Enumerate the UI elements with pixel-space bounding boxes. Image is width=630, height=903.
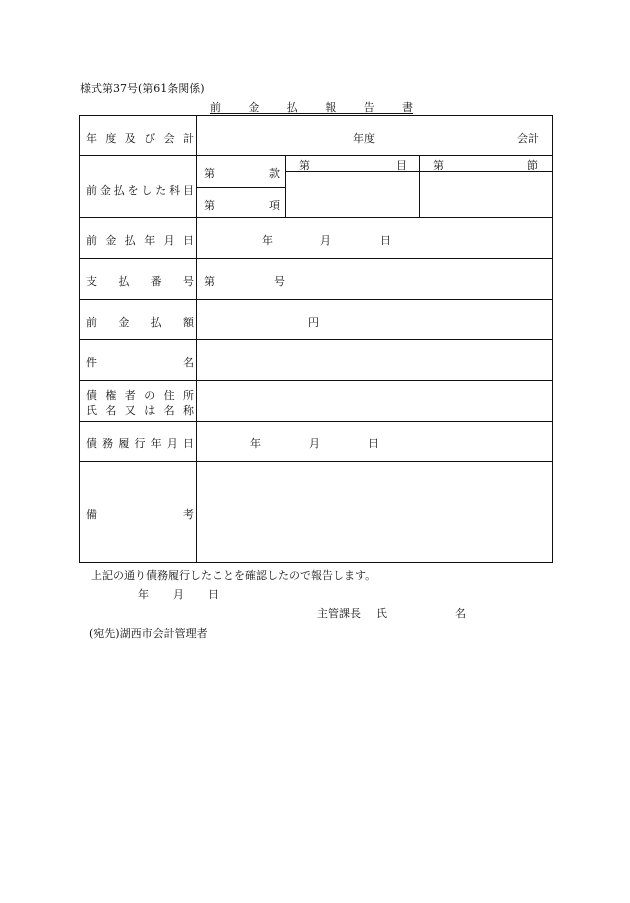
- fiscal-year-label: 年 度 及 び 会 計: [86, 132, 194, 145]
- payment-number-suffix: 号: [274, 275, 285, 288]
- addressee: (宛先)湖西市会計管理者: [89, 627, 208, 640]
- report-table: [79, 115, 553, 563]
- amount-label: 前 金 払 額: [86, 316, 194, 329]
- kan-suffix: 款: [269, 167, 280, 180]
- fulfillment-date-label: 債 務 履 行 年 月 日: [86, 437, 194, 450]
- account-unit: 会計: [517, 132, 539, 145]
- creditor-label-line2: 氏 名 又 は 名 称: [86, 404, 194, 417]
- setsu-suffix: 節: [527, 159, 538, 172]
- payment-date-label: 前 金 払 年 月 日: [86, 234, 194, 247]
- moku-suffix: 目: [396, 159, 407, 172]
- setsu-prefix: 第: [433, 159, 444, 172]
- creditor-label-line1: 債 権 者 の 住 所: [86, 389, 194, 402]
- fulfillment-date-day: 日: [368, 437, 379, 450]
- remarks-label: 備 考: [86, 508, 194, 521]
- payment-date-day: 日: [380, 234, 391, 247]
- confirmation-statement: 上記の通り債務履行したことを確認したので報告します。: [91, 569, 377, 582]
- report-date-month: 月: [173, 588, 184, 601]
- payment-number-prefix: 第: [204, 275, 215, 288]
- form-number: 様式第37号(第61条関係): [80, 82, 205, 95]
- signer-name-suffix: 名: [455, 607, 466, 620]
- kou-suffix: 項: [269, 199, 280, 212]
- payment-number-label: 支 払 番 号: [86, 275, 194, 288]
- signer-name-prefix: 氏: [376, 607, 387, 620]
- document-title: 前 金 払 報 告 書: [210, 101, 413, 114]
- fiscal-year-unit: 年度: [353, 132, 375, 145]
- amount-unit: 円: [308, 316, 319, 329]
- moku-prefix: 第: [299, 159, 310, 172]
- matter-label: 件 名: [86, 356, 194, 369]
- payment-date-year: 年: [262, 234, 273, 247]
- kou-prefix: 第: [204, 199, 215, 212]
- kan-prefix: 第: [204, 167, 215, 180]
- payment-date-month: 月: [320, 234, 331, 247]
- subject-label: 前 金 払 を し た 科 目: [86, 184, 194, 197]
- fulfillment-date-year: 年: [250, 437, 261, 450]
- report-date-day: 日: [208, 588, 219, 601]
- signer-title: 主管課長: [317, 607, 361, 620]
- fulfillment-date-month: 月: [309, 437, 320, 450]
- report-date-year: 年: [138, 588, 149, 601]
